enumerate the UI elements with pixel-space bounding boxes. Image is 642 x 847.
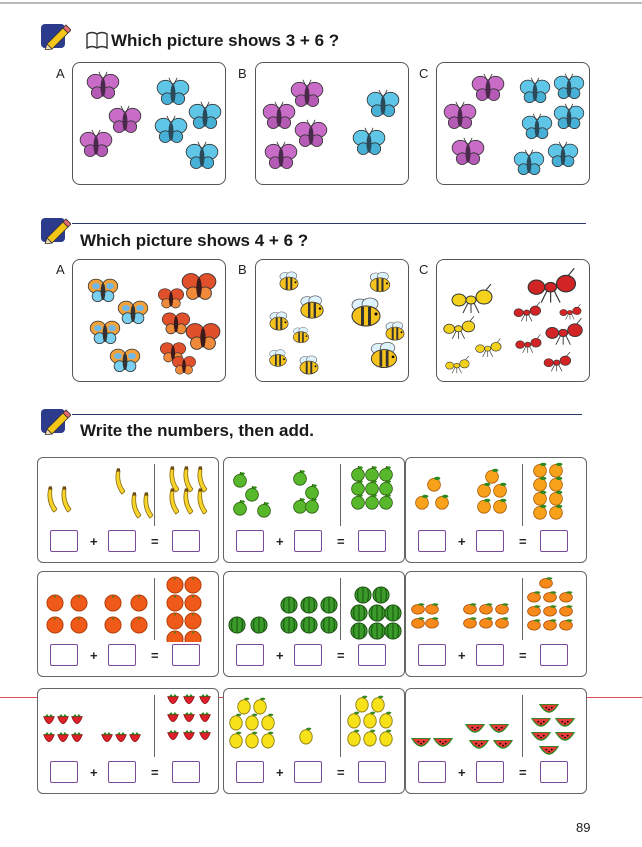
- mango-icon: [528, 619, 541, 630]
- first-addend-box[interactable]: [418, 761, 446, 783]
- apple-icon: [258, 502, 271, 517]
- sum-divider: [154, 578, 155, 640]
- redorange-icon: [167, 595, 183, 611]
- plus-sign: +: [276, 648, 284, 663]
- strawberry-icon: [200, 730, 211, 740]
- addition-card-5: [223, 571, 405, 677]
- banana-icon: [170, 488, 179, 514]
- apple-icon: [294, 470, 307, 485]
- sum-divider: [154, 695, 155, 757]
- apple-icon: [352, 480, 365, 495]
- redorange-icon: [131, 617, 147, 633]
- lemon-icon: [372, 696, 384, 712]
- melon-icon: [321, 617, 337, 633]
- fruit-group-slice: [406, 689, 586, 759]
- orange-icon: [478, 499, 491, 513]
- addition-card-4: [37, 571, 219, 677]
- lemon-icon: [364, 712, 376, 728]
- sum-box[interactable]: [358, 644, 386, 666]
- slice-icon: [555, 732, 575, 741]
- melon-icon: [351, 605, 367, 621]
- lemon-icon: [262, 714, 274, 730]
- banana-icon: [198, 466, 207, 492]
- strawberry-icon: [58, 732, 69, 742]
- orange-icon: [550, 491, 563, 505]
- question-3-title: Write the numbers, then add.: [80, 421, 314, 440]
- lemon-icon: [364, 730, 376, 746]
- plus-sign: +: [276, 765, 284, 780]
- melon-icon: [355, 587, 371, 603]
- equals-sign: =: [337, 534, 345, 549]
- option-b-picture[interactable]: [255, 259, 409, 382]
- melon-icon: [301, 597, 317, 613]
- first-addend-box[interactable]: [50, 761, 78, 783]
- second-addend-box[interactable]: [294, 644, 322, 666]
- orange-icon: [550, 463, 563, 477]
- orange-icon: [486, 469, 499, 483]
- pencil-icon: [41, 409, 71, 435]
- first-addend-box[interactable]: [236, 644, 264, 666]
- orange-icon: [416, 495, 429, 509]
- lemon-icon: [238, 698, 250, 714]
- banana-icon: [170, 466, 179, 492]
- sum-box[interactable]: [540, 644, 568, 666]
- option-a-label: A: [56, 66, 65, 81]
- option-b-label: B: [238, 66, 247, 81]
- strawberry-icon: [72, 714, 83, 724]
- first-addend-box[interactable]: [50, 530, 78, 552]
- equals-sign: =: [519, 534, 527, 549]
- orange-icon: [534, 463, 547, 477]
- second-addend-box[interactable]: [108, 761, 136, 783]
- strawberry-icon: [200, 712, 211, 722]
- mango-icon: [560, 591, 573, 602]
- lemon-icon: [246, 714, 258, 730]
- sum-divider: [340, 578, 341, 640]
- redorange-icon: [185, 595, 201, 611]
- melon-icon: [229, 617, 245, 633]
- slice-icon: [469, 740, 489, 749]
- banana-icon: [132, 492, 141, 518]
- sum-divider: [522, 464, 523, 526]
- strawberry-icon: [168, 712, 179, 722]
- strawberry-icon: [168, 730, 179, 740]
- sum-box[interactable]: [358, 530, 386, 552]
- apple-icon: [380, 466, 393, 481]
- orange-icon: [534, 491, 547, 505]
- first-addend-box[interactable]: [236, 530, 264, 552]
- option-a-picture[interactable]: [72, 259, 226, 382]
- mango-icon: [560, 605, 573, 616]
- redorange-icon: [47, 617, 63, 633]
- mango-icon: [544, 605, 557, 616]
- melon-icon: [301, 617, 317, 633]
- equals-sign: =: [337, 765, 345, 780]
- banana-icon: [48, 486, 57, 512]
- apple-icon: [306, 484, 319, 499]
- plus-sign: +: [276, 534, 284, 549]
- redorange-icon: [185, 577, 201, 593]
- redorange-icon: [131, 595, 147, 611]
- apple-icon: [294, 498, 307, 513]
- slice-icon: [531, 732, 551, 741]
- redorange-icon: [185, 613, 201, 629]
- first-addend-box[interactable]: [418, 644, 446, 666]
- strawberry-icon: [116, 732, 127, 742]
- plus-sign: +: [90, 648, 98, 663]
- mango-icon: [496, 603, 509, 614]
- banana-icon: [116, 468, 125, 494]
- redorange-icon: [105, 617, 121, 633]
- fruit-group-lemon: [224, 689, 404, 759]
- option-a-picture[interactable]: [72, 62, 226, 185]
- first-addend-box[interactable]: [236, 761, 264, 783]
- option-b-picture[interactable]: [255, 62, 409, 185]
- second-addend-box[interactable]: [476, 761, 504, 783]
- melon-icon: [385, 623, 401, 639]
- question-1-title: Which picture shows 3 + 6 ?: [111, 31, 340, 50]
- orange-icon: [428, 477, 441, 491]
- lemon-icon: [300, 728, 312, 744]
- orange-icon: [550, 505, 563, 519]
- banana-icon: [62, 486, 71, 512]
- top-border: [0, 2, 642, 4]
- lemon-icon: [356, 696, 368, 712]
- lemon-icon: [262, 732, 274, 748]
- book-icon: [86, 31, 108, 49]
- apple-icon: [366, 466, 379, 481]
- addition-card-7: [37, 688, 219, 794]
- first-addend-box[interactable]: [418, 530, 446, 552]
- slice-icon: [539, 746, 559, 755]
- lemon-icon: [348, 730, 360, 746]
- ants-4-plus-6: [437, 260, 589, 381]
- second-addend-box[interactable]: [108, 644, 136, 666]
- redorange-icon: [167, 577, 183, 593]
- pencil-icon: [41, 24, 71, 50]
- mango-icon: [412, 617, 425, 628]
- sum-box[interactable]: [540, 761, 568, 783]
- lemon-icon: [230, 714, 242, 730]
- lemon-icon: [380, 730, 392, 746]
- apple-icon: [234, 500, 247, 515]
- redorange-icon: [71, 617, 87, 633]
- orange-icon: [436, 495, 449, 509]
- plus-sign: +: [458, 648, 466, 663]
- melon-icon: [369, 623, 385, 639]
- apple-icon: [234, 472, 247, 487]
- banana-icon: [144, 492, 153, 518]
- apple-icon: [366, 494, 379, 509]
- equals-sign: =: [519, 765, 527, 780]
- melon-icon: [385, 605, 401, 621]
- equals-sign: =: [519, 648, 527, 663]
- plus-sign: +: [90, 765, 98, 780]
- addition-card-2: [223, 457, 405, 563]
- option-c-label: C: [419, 262, 429, 277]
- strawberry-icon: [168, 694, 179, 704]
- melon-icon: [281, 617, 297, 633]
- second-addend-box[interactable]: [294, 530, 322, 552]
- apple-icon: [352, 466, 365, 481]
- banana-icon: [198, 488, 207, 514]
- lemon-icon: [246, 732, 258, 748]
- redorange-icon: [71, 595, 87, 611]
- mango-icon: [528, 605, 541, 616]
- equals-sign: =: [151, 534, 159, 549]
- melon-icon: [351, 623, 367, 639]
- option-c-picture[interactable]: [436, 62, 590, 185]
- strawberry-icon: [184, 712, 195, 722]
- fruit-group-redorange: [38, 572, 218, 642]
- slice-icon: [555, 718, 575, 727]
- strawberry-icon: [130, 732, 141, 742]
- pencil-icon: [41, 218, 71, 244]
- addition-card-3: [405, 457, 587, 563]
- mango-icon: [480, 617, 493, 628]
- option-a-label: A: [56, 262, 65, 277]
- slice-icon: [531, 718, 551, 727]
- apple-icon: [380, 480, 393, 495]
- mango-icon: [480, 603, 493, 614]
- slice-icon: [539, 704, 559, 713]
- lemon-icon: [380, 712, 392, 728]
- banana-icon: [184, 488, 193, 514]
- addition-card-8: [223, 688, 405, 794]
- equals-sign: =: [151, 648, 159, 663]
- strawberry-icon: [44, 714, 55, 724]
- second-addend-box[interactable]: [294, 761, 322, 783]
- first-addend-box[interactable]: [50, 644, 78, 666]
- melon-icon: [281, 597, 297, 613]
- strawberry-icon: [184, 694, 195, 704]
- mango-icon: [464, 603, 477, 614]
- mango-icon: [544, 619, 557, 630]
- fruit-group-orange: [406, 458, 586, 528]
- melon-icon: [373, 587, 389, 603]
- apple-icon: [306, 498, 319, 513]
- orange-icon: [494, 483, 507, 497]
- butterflies-3-plus-6-b: [256, 63, 408, 184]
- sum-divider: [154, 464, 155, 526]
- lemon-icon: [348, 712, 360, 728]
- mango-icon: [412, 603, 425, 614]
- sum-box[interactable]: [172, 644, 200, 666]
- orange-icon: [534, 505, 547, 519]
- sum-divider: [340, 695, 341, 757]
- mango-icon: [464, 617, 477, 628]
- strawberry-icon: [58, 714, 69, 724]
- slice-icon: [411, 738, 431, 747]
- second-addend-box[interactable]: [476, 644, 504, 666]
- orange-icon: [478, 483, 491, 497]
- page-number: 89: [576, 820, 591, 835]
- orange-icon: [494, 499, 507, 513]
- melon-icon: [369, 605, 385, 621]
- mango-icon: [540, 577, 553, 588]
- strawberry-icon: [72, 732, 83, 742]
- sum-divider: [522, 578, 523, 640]
- butterflies-4-plus-6-a: [73, 260, 225, 381]
- equals-sign: =: [151, 765, 159, 780]
- sum-divider: [522, 695, 523, 757]
- sum-box[interactable]: [172, 530, 200, 552]
- orange-icon: [550, 477, 563, 491]
- mango-icon: [528, 591, 541, 602]
- melon-icon: [321, 597, 337, 613]
- redorange-icon: [105, 595, 121, 611]
- sum-box[interactable]: [540, 530, 568, 552]
- redorange-icon: [167, 631, 183, 642]
- addition-card-6: [405, 571, 587, 677]
- equals-sign: =: [337, 648, 345, 663]
- fruit-group-mango: [406, 572, 586, 642]
- butterflies-3-plus-6-c: [437, 63, 589, 184]
- sum-box[interactable]: [172, 761, 200, 783]
- apple-icon: [380, 494, 393, 509]
- fruit-group-strawberry: [38, 689, 218, 759]
- addition-card-1: [37, 457, 219, 563]
- butterflies-3-plus-6-a: [73, 63, 225, 184]
- apple-icon: [352, 494, 365, 509]
- lemon-icon: [230, 732, 242, 748]
- redorange-icon: [47, 595, 63, 611]
- plus-sign: +: [458, 534, 466, 549]
- slice-icon: [493, 740, 513, 749]
- mango-icon: [496, 617, 509, 628]
- redorange-icon: [185, 631, 201, 642]
- banana-icon: [184, 466, 193, 492]
- option-c-picture[interactable]: [436, 259, 590, 382]
- lemon-icon: [254, 698, 266, 714]
- section-rule: [72, 414, 582, 415]
- addition-card-9: [405, 688, 587, 794]
- strawberry-icon: [200, 694, 211, 704]
- strawberry-icon: [184, 730, 195, 740]
- plus-sign: +: [90, 534, 98, 549]
- slice-icon: [489, 724, 509, 733]
- slice-icon: [433, 738, 453, 747]
- apple-icon: [246, 486, 259, 501]
- second-addend-box[interactable]: [476, 530, 504, 552]
- apple-icon: [366, 480, 379, 495]
- sum-box[interactable]: [358, 761, 386, 783]
- sum-divider: [340, 464, 341, 526]
- strawberry-icon: [102, 732, 113, 742]
- orange-icon: [534, 477, 547, 491]
- second-addend-box[interactable]: [108, 530, 136, 552]
- redorange-icon: [167, 613, 183, 629]
- melon-icon: [251, 617, 267, 633]
- fruit-group-apple: [224, 458, 404, 528]
- mango-icon: [560, 619, 573, 630]
- option-b-label: B: [238, 262, 247, 277]
- section-rule: [72, 223, 586, 224]
- option-c-label: C: [419, 66, 429, 81]
- fruit-group-banana: [38, 458, 218, 528]
- slice-icon: [465, 724, 485, 733]
- fruit-group-melon: [224, 572, 404, 642]
- strawberry-icon: [44, 732, 55, 742]
- mango-icon: [544, 591, 557, 602]
- question-2-title: Which picture shows 4 + 6 ?: [80, 231, 309, 250]
- bees-4-plus-6: [256, 260, 408, 381]
- mango-icon: [426, 617, 439, 628]
- plus-sign: +: [458, 765, 466, 780]
- mango-icon: [426, 603, 439, 614]
